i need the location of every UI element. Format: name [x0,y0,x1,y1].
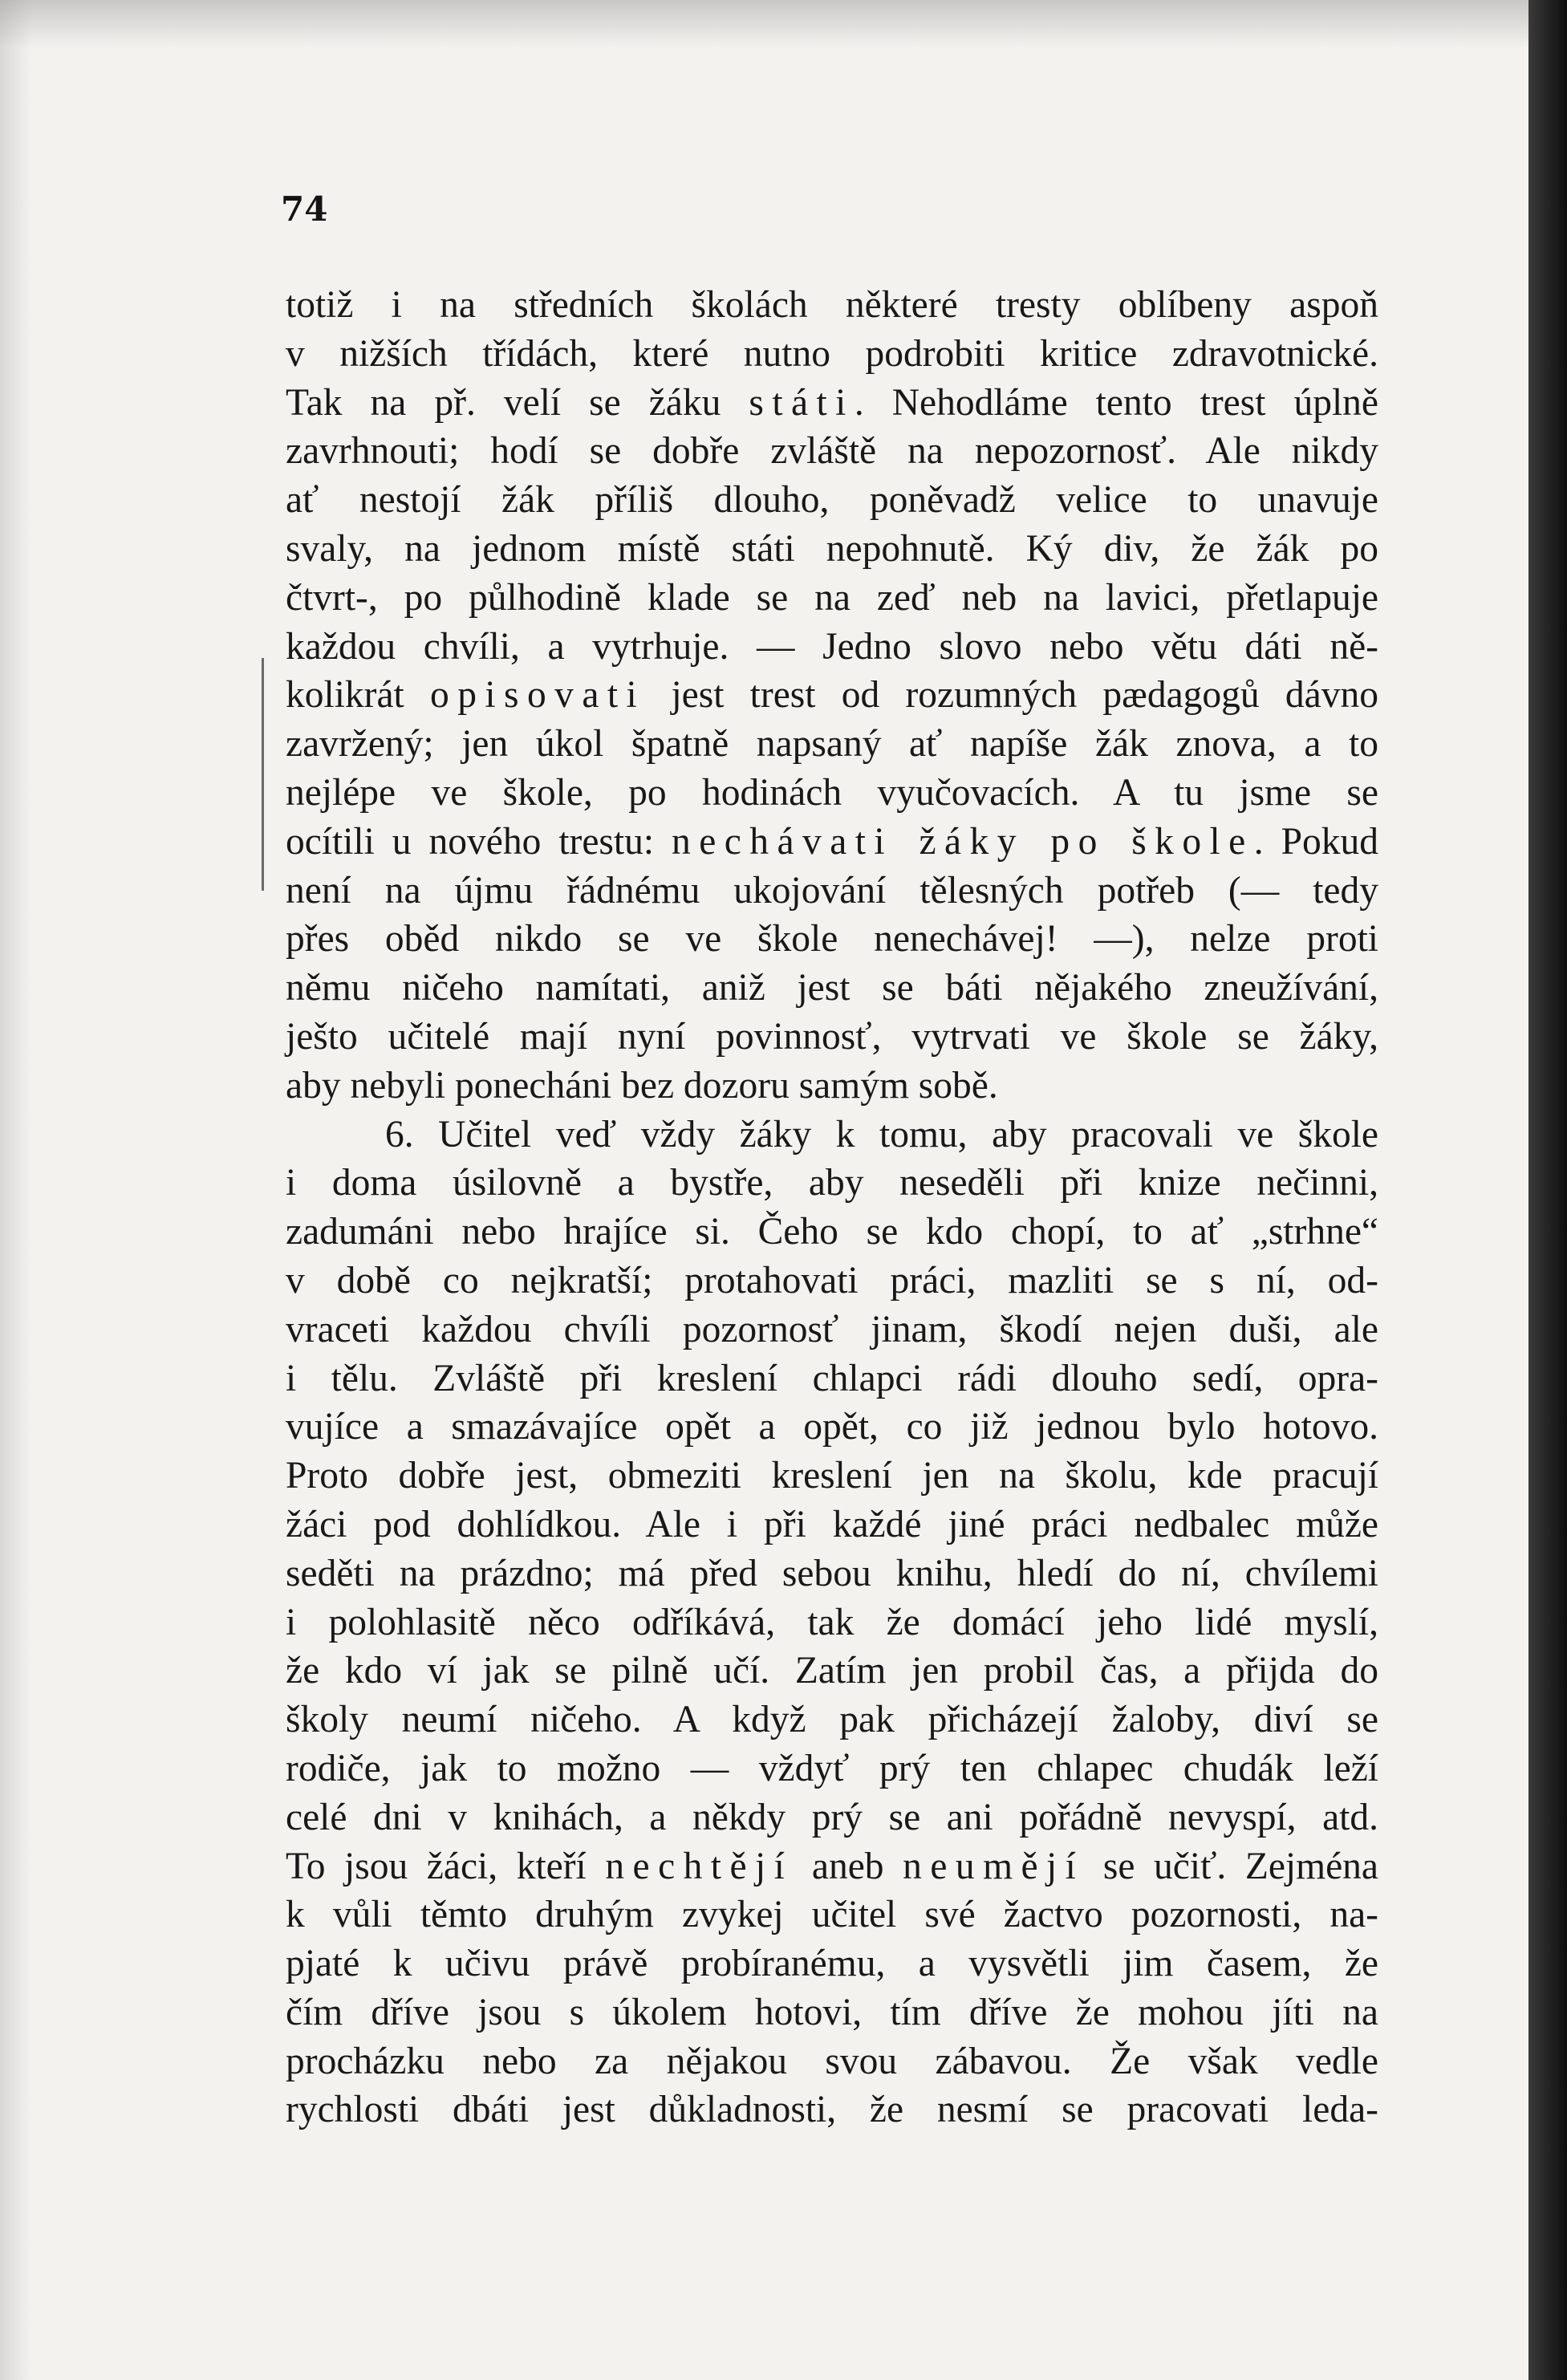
text-line [286,330,1378,379]
text-line [286,671,1378,720]
text-run: ocítili u nového trestu: [286,820,672,863]
text-run: Tak na př. velí se žáku [286,381,749,424]
text-run: ať nestojí žák příliš dlouho, poněvadž velice to unavuje [286,479,1378,522]
text-line [286,2037,1378,2086]
emphasized-text: státi [749,381,855,424]
text-line [286,623,1378,672]
text-run: . Pokud [1253,820,1378,863]
text-run: nejlépe ve škole, po hodinách vyučovacích. A tu jsme se [286,771,1378,814]
text-run: k vůli těmto druhým zvykej učitel své žactvo pozornosti, na- [286,1894,1378,1936]
emphasized-text: nechtějí [605,1845,794,1887]
text-line [286,1452,1378,1501]
text-line [286,1793,1378,1842]
text-run: každou chvíli, a vytrhuje. — Jedno slovo nebo větu dáti ně- [286,625,1378,668]
text-line [286,2086,1378,2134]
text-run: jest trest od rozumných pædagogů dávno [645,674,1378,717]
text-run: v nižších třídách, které nutno podrobiti kritice zdravotnické. [286,332,1378,375]
scan-top-shadow [0,0,1528,48]
text-line [286,1842,1378,1891]
text-run: vujíce a smazávajíce opět a opět, co již jednou bylo hotovo. [286,1406,1378,1448]
text-run: žáci pod dohlídkou. Ale i při každé jiné práci nedbalec může [286,1503,1378,1545]
text-run: němu ničeho namítati, aniž jest se báti nějakého zneužívání, [286,967,1378,1009]
text-line [286,1257,1378,1306]
text-run: není na újmu řádnému ukojování tělesných potřeb (— tedy [286,869,1378,912]
text-run: čtvrt-, po půlhodině klade se na zeď neb na lavici, přetlapuje [286,576,1378,619]
emphasized-text: opisovati [430,674,646,717]
text-line [286,1744,1378,1793]
text-run: zavržený; jen úkol špatně napsaný ať napíše žák znova, a to [286,723,1378,766]
text-run: pjaté k učivu právě probíranému, a vysvětli jim časem, že [286,1943,1378,1985]
text-run: aneb [793,1845,903,1887]
text-line [286,1111,1378,1160]
text-line [286,574,1378,623]
text-line [286,525,1378,574]
text-line [286,1403,1378,1452]
text-run: i tělu. Zvláště při kreslení chlapci rádi dlouho sedí, opra- [286,1357,1378,1399]
page-number: 74 [281,189,328,229]
margin-pencil-mark [262,658,264,891]
text-line [286,1891,1378,1939]
text-line [286,1939,1378,1988]
text-line [286,1354,1378,1403]
text-line [286,427,1378,476]
text-run: zavrhnouti; hodí se dobře zvláště na nepozornosť. Ale nikdy [286,430,1378,473]
scan-left-shadow [0,0,32,2380]
text-run: kolikrát [286,674,430,717]
text-run: . Nehodláme tento trest úplně [854,381,1378,424]
body-text [286,281,1378,2134]
text-line [286,964,1378,1013]
text-run: vraceti každou chvíli pozornosť jinam, škodí nejen duši, ale [286,1308,1378,1350]
text-line [286,1208,1378,1257]
text-run: To jsou žáci, kteří [286,1845,606,1887]
text-line [286,476,1378,525]
text-run: přes oběd nikdo se ve škole nenechávej! —), nelze proti [286,918,1378,961]
text-run: rychlosti dbáti jest důkladnosti, že nesmí se pracovati leda- [286,2089,1378,2131]
text-line [286,1013,1378,1062]
text-run: totiž i na středních školách některé tresty oblíbeny aspoň [286,284,1378,326]
scan-right-edge [1528,0,1567,2380]
text-line [286,818,1378,867]
text-run: i doma úsilovně a bystře, aby neseděli při knize nečinni, [286,1162,1378,1204]
text-line [286,1598,1378,1647]
text-line [286,281,1378,330]
text-run: že kdo ví jak se pilně učí. Zatím jen probil čas, a přijda do [286,1650,1378,1692]
text-line [286,1696,1378,1744]
text-line [286,720,1378,769]
text-run: aby nebyli ponecháni bez dozoru samým sobě. [286,1064,998,1107]
text-run: se učiť. Zejména [1084,1845,1378,1887]
text-run: 6. Učitel veď vždy žáky k tomu, aby pracovali ve škole [385,1113,1378,1155]
text-run: i polohlasitě něco odříkává, tak že domácí jeho lidé myslí, [286,1601,1378,1643]
text-run: rodiče, jak to možno — vždyť prý ten chlapec chudák leží [286,1747,1378,1789]
text-line [286,769,1378,818]
text-line [286,379,1378,428]
text-line [286,1159,1378,1208]
text-run: svaly, na jednom místě státi nepohnutě. Ký div, že žák po [286,527,1378,570]
text-run: procházku nebo za nějakou svou zábavou. Že však vedle [286,2040,1378,2082]
text-line [286,1306,1378,1354]
text-line [286,1549,1378,1598]
text-run: seděti na prázdno; má před sebou knihu, hledí do ní, chvílemi [286,1552,1378,1594]
text-line [286,1647,1378,1696]
text-run: celé dni v knihách, a někdy prý se ani pořádně nevyspí, atd. [286,1796,1378,1838]
text-line [286,1062,1378,1111]
text-run: ješto učitelé mají nyní povinnosť, vytrvati ve škole se žáky, [286,1015,1378,1058]
text-run: zadumáni nebo hrajíce si. Čeho se kdo chopí, to ať „strhne“ [286,1211,1378,1253]
text-line [286,1501,1378,1549]
text-run: čím dříve jsou s úkolem hotovi, tím dříve že mohou jíti na [286,1991,1378,2033]
emphasized-text: nechávati žáky po škole [672,820,1254,863]
text-line [286,867,1378,916]
text-run: v době co nejkratší; protahovati práci, mazliti se s ní, od- [286,1259,1378,1302]
text-line [286,915,1378,964]
text-run: školy neumí ničeho. A když pak přicházejí žaloby, diví se [286,1699,1378,1741]
text-line [286,1988,1378,2037]
text-run: Proto dobře jest, obmeziti kreslení jen na školu, kde pracují [286,1455,1378,1497]
emphasized-text: neumějí [903,1845,1085,1887]
